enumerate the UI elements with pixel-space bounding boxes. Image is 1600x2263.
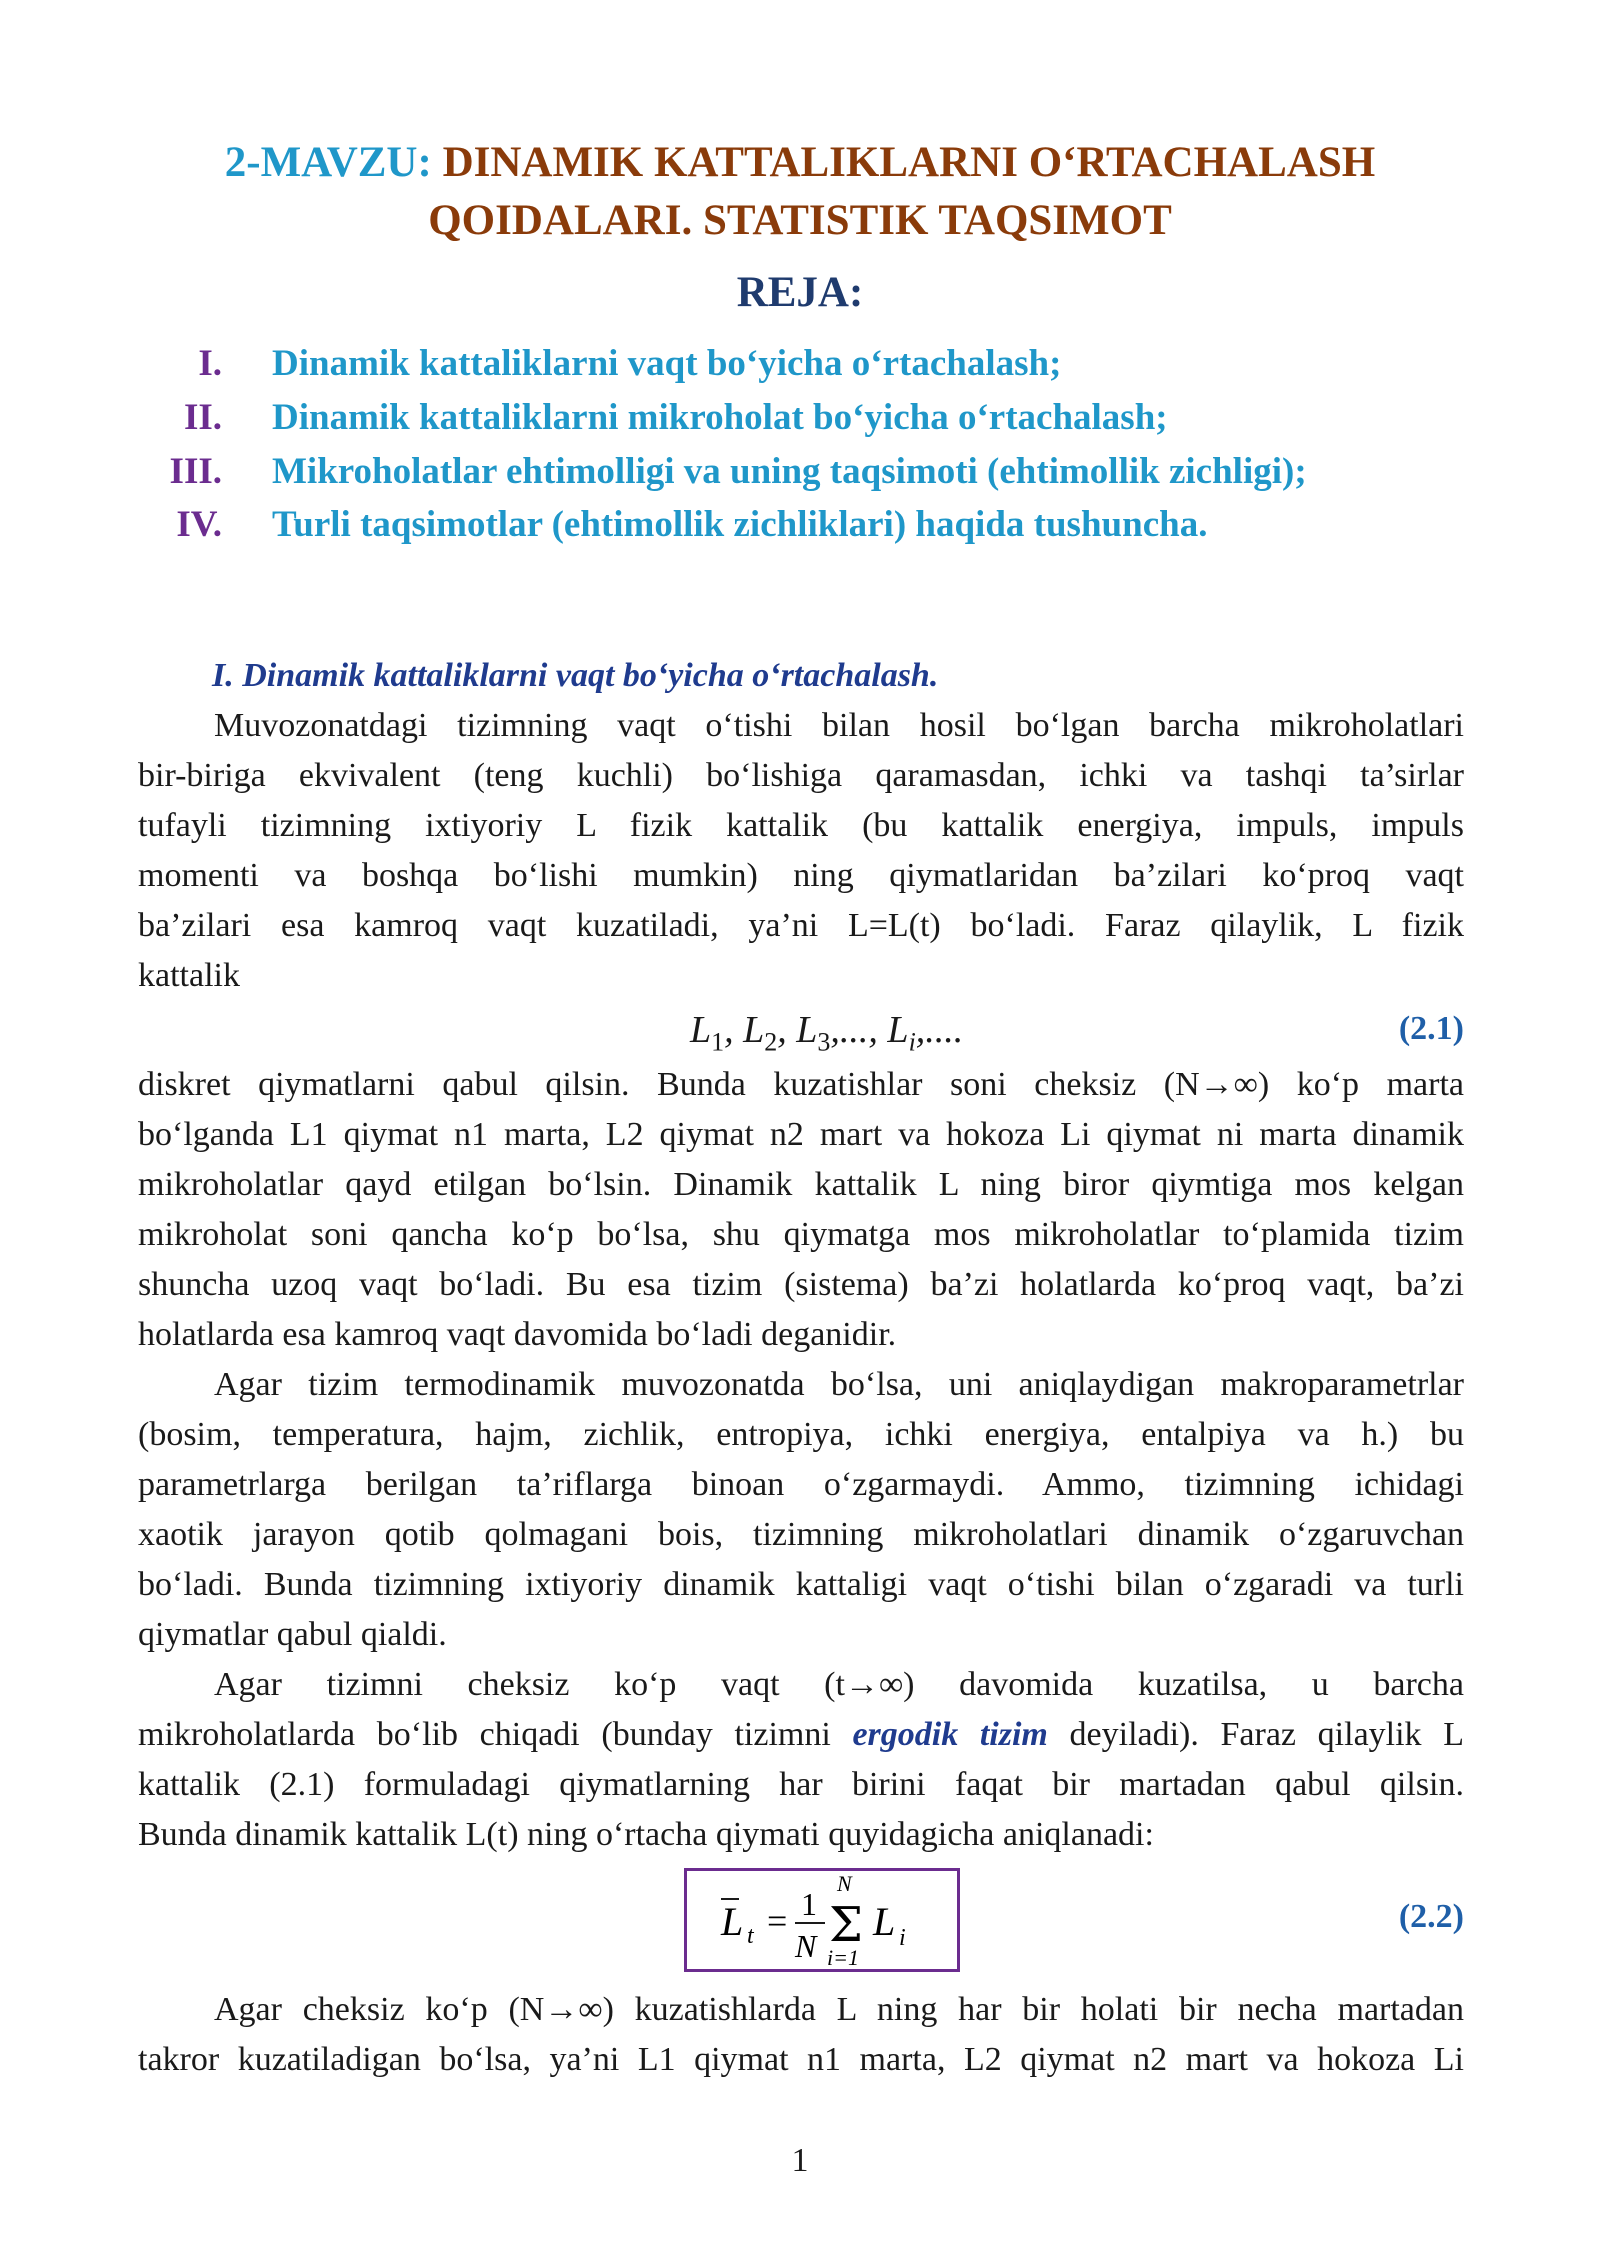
eq-sum-upper: N — [837, 1871, 852, 1896]
plan-heading: REJA: — [736, 269, 864, 316]
topic-number: 2-MAVZU: — [224, 139, 432, 186]
paragraph-1 — [138, 701, 1464, 1001]
plan-item-text: Mikroholatlar ehtimolligi va uning taqsimoti (ehtimollik zichligi); — [272, 451, 1307, 492]
text-line — [138, 1710, 1464, 1760]
plan-item-number: I. — [198, 343, 222, 384]
page-number: 1 — [791, 2142, 809, 2179]
text-line: xaotik jarayon qotib qolmagani bois, tizimning mikroholatlari dinamik o‘zgaruvchan — [138, 1516, 1464, 1553]
paragraph-2 — [138, 1060, 1464, 1360]
equation-2-1: $L_1$, $L_2$, $L_3$,..., $L_i$,.... — [690, 1009, 964, 1057]
text-segment: deyiladi). Faraz qilaylik L — [1047, 1716, 1464, 1753]
text-line: Bunda dinamik kattalik L(t) ning o‘rtacha qiymati quyidagicha aniqlanadi: — [138, 1816, 1154, 1853]
text-line: bir-biriga ekvivalent (teng kuchli) bo‘lishiga qaramasdan, ichki va tashqi ta’sirlar — [138, 757, 1464, 794]
eq-sum-lower: i=1 — [827, 1945, 859, 1969]
title-text-2: QOIDALARI. STATISTIK TAQSIMOT — [428, 197, 1172, 244]
ergodic-system-term: ergodik tizim — [852, 1716, 1048, 1753]
text-line: diskret qiymatlarni qabul qilsin. Bunda kuzatishlar soni cheksiz (N→∞) ko‘p marta — [138, 1066, 1464, 1103]
text-line: bo‘ladi. Bunda tizimning ixtiyoriy dinamik kattaligi vaqt o‘tishi bilan o‘zgaradi va turli — [138, 1566, 1464, 1603]
plan-item-number: III. — [169, 451, 222, 492]
title-text-1: DINAMIK KATTALIKLARNI O‘RTACHALASH — [442, 139, 1376, 186]
text-line: momenti va boshqa bo‘lishi mumkin) ning qiymatlaridan ba’zilari ko‘proq vaqt — [138, 857, 1464, 894]
text-line: Agar tizim termodinamik muvozonatda bo‘lsa, uni aniqlaydigan makroparametrlar — [214, 1366, 1464, 1403]
plan-item — [0, 337, 1600, 391]
plan-item-text: Dinamik kattaliklarni mikroholat bo‘yicha o‘rtachalash; — [272, 397, 1168, 438]
text-line: qiymatlar qabul qialdi. — [138, 1616, 447, 1653]
paragraph-3 — [138, 1360, 1464, 1660]
equation-2-2 — [687, 1871, 957, 1969]
eq-equals: = — [767, 1901, 788, 1941]
plan-item-text: Dinamik kattaliklarni vaqt bo‘yicha o‘rtachalash; — [272, 343, 1062, 384]
plan-item-number: IV. — [176, 504, 222, 545]
eq-numerator: 1 — [801, 1886, 817, 1922]
text-line: mikroholat soni qancha ko‘p bo‘lsa, shu qiymatga mos mikroholatlar to‘plamida tizim — [138, 1216, 1464, 1253]
paragraph-5 — [138, 1985, 1464, 2085]
plan-item — [0, 391, 1600, 445]
eq-term: L — [873, 1899, 896, 1944]
text-line: ba’zilari esa kamroq vaqt kuzatiladi, ya’ni L=L(t) bo‘ladi. Faraz qilaylik, L fizik — [138, 907, 1464, 944]
plan-item — [0, 445, 1600, 499]
text-line: (bosim, temperatura, hajm, zichlik, entropiya, ichki energiya, entalpiya va h.) bu — [138, 1416, 1464, 1453]
text-line: kattalik (2.1) formuladagi qiymatlarning har birini faqat bir martadan qabul qilsin. — [138, 1766, 1464, 1803]
plan-item — [0, 498, 1600, 552]
text-line: mikroholatlar qayd etilgan bo‘lsin. Dinamik kattalik L ning biror qiymtiga mos kelgan — [138, 1166, 1464, 1203]
equation-number: (2.2) — [1398, 1898, 1464, 1935]
paragraph-4 — [138, 1660, 1464, 1860]
text-line: bo‘lganda L1 qiymat n1 marta, L2 qiymat n2 mart va hokoza Li qiymat ni marta dinamik — [138, 1116, 1464, 1153]
text-line: parametrlarga berilgan ta’riflarga binoan o‘zgarmaydi. Ammo, tizimning ichidagi — [138, 1466, 1464, 1503]
eq-term-sub: i — [899, 1925, 906, 1951]
text-line: shuncha uzoq vaqt bo‘ladi. Bu esa tizim (sistema) ba’zi holatlarda ko‘proq vaqt, ba’zi — [138, 1266, 1464, 1303]
plan-item-number: II. — [183, 397, 222, 438]
equation-number: (2.1) — [1398, 1010, 1464, 1047]
eq-lhs-sub: t — [747, 1923, 754, 1949]
text-line: holatlarda esa kamroq vaqt davomida bo‘ladi deganidir. — [138, 1316, 897, 1353]
section-heading: I. Dinamik kattaliklarni vaqt bo‘yicha o‘rtachalash. — [212, 657, 939, 694]
text-line: Muvozonatdagi tizimning vaqt o‘tishi bilan hosil bo‘lgan barcha mikroholatlari — [214, 707, 1464, 744]
plan-item-text: Turli taqsimotlar (ehtimollik zichliklari) haqida tushuncha. — [272, 504, 1208, 545]
eq-lhs: L — [721, 1899, 744, 1944]
title-line-2 — [0, 192, 1600, 250]
text-line: takror kuzatiladigan bo‘lsa, ya’ni L1 qiymat n1 marta, L2 qiymat n2 mart va hokoza Li — [138, 2041, 1464, 2078]
sigma-icon: Σ — [829, 1897, 863, 1953]
eq-denominator: N — [795, 1928, 817, 1964]
text-line: tufayli tizimning ixtiyoriy L fizik kattalik (bu kattalik energiya, impuls, impuls — [138, 807, 1464, 844]
equation-2-2-box — [684, 1868, 960, 1972]
text-line: kattalik — [138, 957, 240, 994]
text-line: Agar tizimni cheksiz ko‘p vaqt (t→∞) davomida kuzatilsa, u barcha — [214, 1666, 1464, 1703]
title-line-1 — [0, 134, 1600, 192]
text-segment: mikroholatlarda bo‘lib chiqadi (bunday tizimni — [138, 1716, 853, 1753]
text-line: Agar cheksiz ko‘p (N→∞) kuzatishlarda L ning har bir holati bir necha martadan — [214, 1991, 1464, 2028]
